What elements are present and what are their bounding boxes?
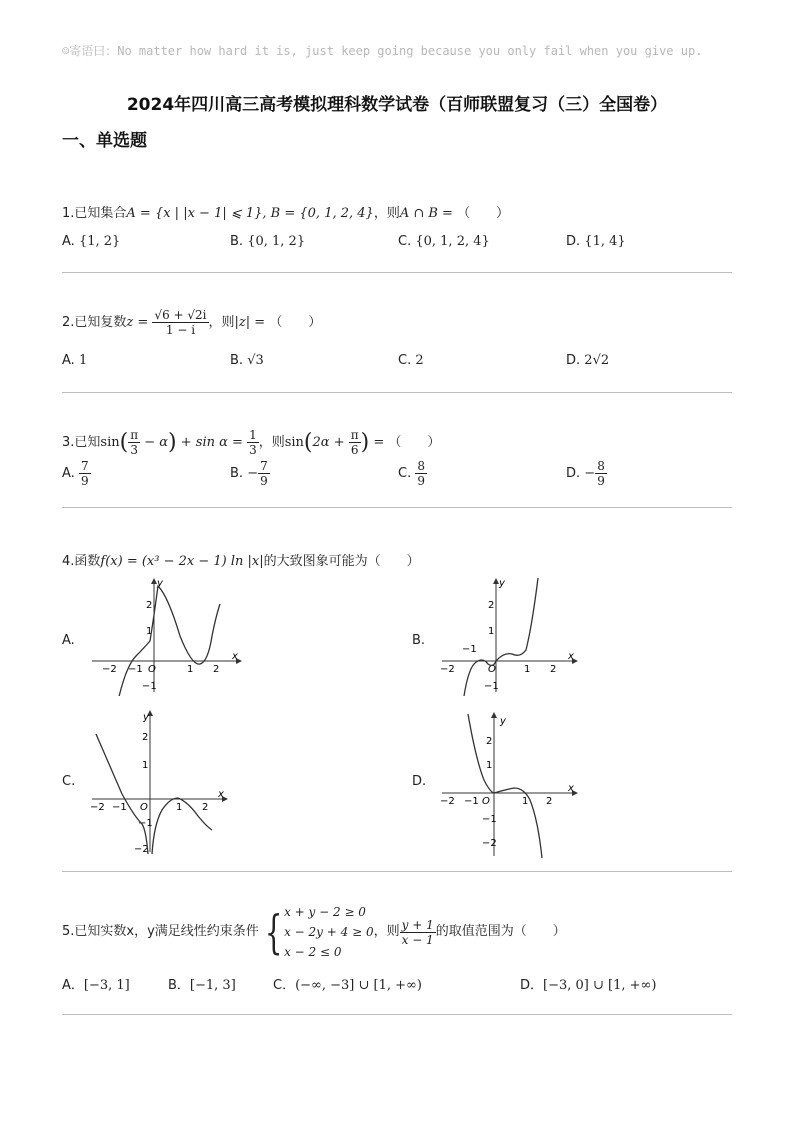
svg-text:x: x xyxy=(568,783,574,794)
svg-text:−1: −1 xyxy=(112,802,127,813)
svg-text:−2: −2 xyxy=(102,664,117,675)
q1-option-b[interactable]: B. {0, 1, 2} xyxy=(230,234,306,249)
svg-text:−1: −1 xyxy=(462,644,477,655)
q4-graph-a[interactable] xyxy=(88,576,248,696)
svg-text:2: 2 xyxy=(142,732,149,743)
svg-text:1: 1 xyxy=(142,760,149,771)
separator xyxy=(62,392,732,393)
svg-text:2: 2 xyxy=(486,736,493,747)
svg-text:O: O xyxy=(482,796,490,807)
origin-label: O xyxy=(148,664,156,675)
q1-option-a[interactable]: A. {1, 2} xyxy=(62,234,121,249)
svg-text:2: 2 xyxy=(202,802,209,813)
q4-option-c[interactable]: C. xyxy=(62,774,76,789)
svg-text:−1: −1 xyxy=(138,818,153,829)
q4-graph-d[interactable] xyxy=(438,710,598,860)
q2-option-c[interactable]: C. 2 xyxy=(398,353,424,368)
q5-option-b[interactable]: B．[−1, 3] xyxy=(168,978,236,993)
q2-option-a[interactable]: A. 1 xyxy=(62,353,88,368)
question-2: 2.已知复数z = $\frac{√6 + √2i}{1 - i}$ ，则|z| = （ ） xyxy=(62,308,322,337)
q3-option-b[interactable]: B. − $\frac{7}{9}$ xyxy=(230,459,268,488)
svg-text:y: y xyxy=(500,716,506,727)
q3-option-a[interactable]: A. $\frac{7}{9}$ xyxy=(62,459,89,488)
svg-text:−2: −2 xyxy=(134,844,149,855)
svg-text:−1: −1 xyxy=(464,796,479,807)
separator xyxy=(62,871,732,872)
q4-option-d[interactable]: D. xyxy=(412,774,427,789)
svg-text:−1: −1 xyxy=(128,664,143,675)
q1-sets: A = {x | |x − 1| ⩽ 1}, B = {0, 1, 2, 4} xyxy=(126,206,374,221)
svg-text:1: 1 xyxy=(486,760,493,771)
q5-constraints: x + y − 2 ≥ 0 x − 2y + 4 ≥ 0 x − 2 ≤ 0 xyxy=(284,905,374,959)
question-3: 3.已知sin( $\frac{\pi}{3}$ − α) + sin α = $\frac{1}{3}$ ，则sin(2α + $\frac{\pi}{6}$ ) = （ ） xyxy=(62,428,441,457)
svg-text:2: 2 xyxy=(550,664,557,675)
svg-text:y: y xyxy=(499,578,505,589)
svg-text:2: 2 xyxy=(213,664,220,675)
separator xyxy=(62,507,732,508)
q4-graph-b[interactable] xyxy=(438,576,598,696)
q2-option-d[interactable]: D. 2√2 xyxy=(566,353,610,368)
q4-option-a[interactable]: A. xyxy=(62,633,75,648)
svg-text:x: x xyxy=(218,789,224,800)
x-axis-label: x xyxy=(232,651,238,662)
svg-text:−1: −1 xyxy=(142,681,157,692)
svg-text:−2: −2 xyxy=(440,796,455,807)
question-5: 5.已知实数x，y满足线性约束条件 { x + y − 2 ≥ 0 x − 2y + 4 ≥ 0 x − 2 ≤ 0 ，则 $\frac{y + 1}{x - 1}$ 的取值范围为（ ） xyxy=(62,902,566,962)
q1-option-c[interactable]: C. {0, 1, 2, 4} xyxy=(398,234,490,249)
separator xyxy=(62,1014,732,1015)
svg-text:y: y xyxy=(143,712,149,723)
motto-header: ☺寄语曰：No matter how hard it is, just keep going because you only fail when you give up. xyxy=(62,44,703,58)
page-title: 2024年四川高三高考模拟理科数学试卷（百师联盟复习（三）全国卷） xyxy=(126,95,668,115)
svg-text:1: 1 xyxy=(488,626,495,637)
svg-text:−1: −1 xyxy=(482,814,497,825)
q4-option-b[interactable]: B. xyxy=(412,633,426,648)
section-heading: 一、单选题 xyxy=(62,131,147,151)
q1-option-d[interactable]: D. {1, 4} xyxy=(566,234,626,249)
y-axis-label: y xyxy=(157,578,163,589)
svg-text:x: x xyxy=(568,651,574,662)
separator xyxy=(62,272,732,273)
q5-option-d[interactable]: D．[−3, 0] ∪ [1, +∞) xyxy=(520,978,657,993)
question-4: 4.函数f(x) = (x³ − 2x − 1) ln |x|的大致图象可能为（ ） xyxy=(62,554,420,569)
q3-option-d[interactable]: D. − $\frac{8}{9}$ xyxy=(566,459,605,488)
svg-text:1: 1 xyxy=(522,796,529,807)
q2-option-b[interactable]: B. √3 xyxy=(230,353,264,368)
svg-text:1: 1 xyxy=(524,664,531,675)
svg-text:1: 1 xyxy=(176,802,183,813)
q2-fraction: $\frac{√6 + √2i}{1 - i}$ xyxy=(154,308,207,337)
q4-graph-c[interactable] xyxy=(88,706,248,856)
svg-text:O: O xyxy=(488,664,496,675)
svg-text:1: 1 xyxy=(146,626,153,637)
question-1: 1.已知集合A = {x | |x − 1| ⩽ 1}, B = {0, 1, 2, 4}，则A ∩ B = （ ） xyxy=(62,206,510,221)
svg-text:−1: −1 xyxy=(484,681,499,692)
q3-option-c[interactable]: C. $\frac{8}{9}$ xyxy=(398,459,425,488)
svg-text:−2: −2 xyxy=(482,838,497,849)
svg-text:−2: −2 xyxy=(90,802,105,813)
q5-option-c[interactable]: C．(−∞, −3] ∪ [1, +∞) xyxy=(273,978,422,993)
svg-text:1: 1 xyxy=(187,664,194,675)
q5-option-a[interactable]: A．[−3, 1] xyxy=(62,978,130,993)
svg-text:−2: −2 xyxy=(440,664,455,675)
svg-text:2: 2 xyxy=(488,600,495,611)
svg-text:O: O xyxy=(140,802,148,813)
svg-text:2: 2 xyxy=(546,796,553,807)
svg-text:2: 2 xyxy=(146,600,153,611)
